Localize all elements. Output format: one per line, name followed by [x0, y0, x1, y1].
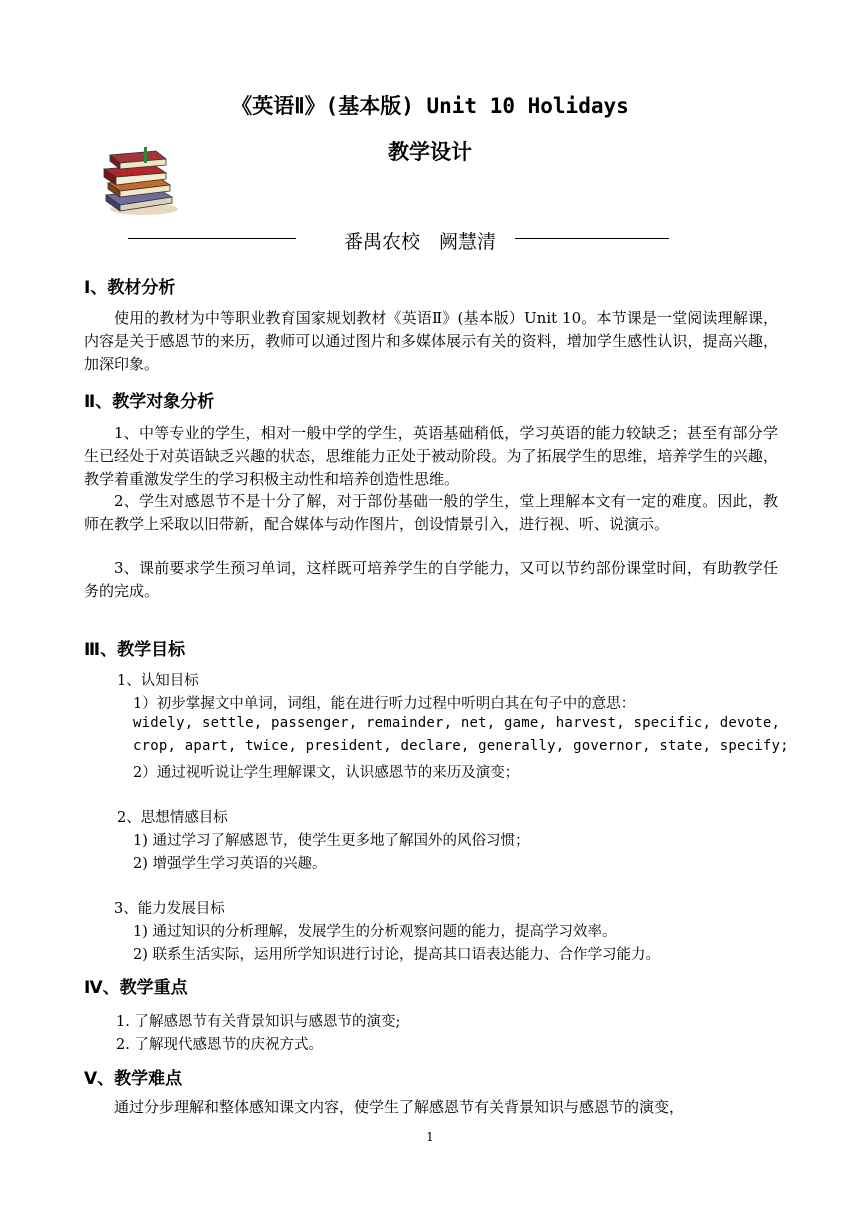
section-heading-students: Ⅱ、教学对象分析 [84, 392, 215, 412]
author-name: 番禺农校 阙慧清 [344, 231, 497, 253]
section-heading-key-points: Ⅳ、教学重点 [84, 978, 188, 998]
page-number: 1 [426, 1130, 434, 1144]
section-heading-difficulties: Ⅴ、教学难点 [84, 1069, 183, 1089]
students-paragraph-3: 3、课前要求学生预习单词，这样既可培养学生的自学能力，又可以节约部份课堂时间，有助教学任务的完成。 [84, 559, 778, 600]
goal-ability-item-2: 2) 联系生活实际，运用所学知识进行讨论，提高其口语表达能力、合作学习能力。 [133, 947, 660, 963]
goal-ability-title: 3、能力发展目标 [114, 901, 225, 917]
goal-emotion-title: 2、思想情感目标 [117, 810, 228, 826]
difficulties-paragraph: 通过分步理解和整体感知课文内容，使学生了解感恩节有关背景知识与感恩节的演变， [114, 1098, 685, 1116]
vocabulary-list-line-1: widely, settle, passenger, remainder, net, game, harvest, specific, devote, [133, 715, 781, 731]
key-point-item-1: 1. 了解感恩节有关背景知识与感恩节的演变; [116, 1014, 401, 1030]
document-subtitle: 教学设计 [388, 140, 472, 164]
author-rule-right [515, 238, 669, 239]
goal-emotion-item-1: 1) 通过学习了解感恩节，使学生更多地了解国外的风俗习惯； [133, 833, 530, 849]
goal-emotion-item-2: 2) 增强学生学习英语的兴趣。 [133, 856, 327, 872]
section-heading-materials: Ⅰ、教材分析 [84, 278, 176, 298]
author-rule-left [128, 238, 296, 239]
vocabulary-list-line-2: crop, apart, twice, president, declare, generally, governor, state, specify; [133, 738, 789, 754]
students-paragraph-1: 1、中等专业的学生，相对一般中学的学生，英语基础稍低，学习英语的能力较缺乏；甚至有部分学生已经处于对英语缺乏兴趣的状态，思维能力正处于被动阶段。为了拓展学生的思维，培养学生的兴趣，教学着重激发学生的学习积极主动性和培养创造性思维。 [84, 424, 778, 488]
books-clipart-icon [100, 145, 182, 217]
goal-cognitive-item-1: 1）初步掌握文中单词，词组，能在进行听力过程中听明白其在句子中的意思： [133, 696, 636, 712]
key-point-item-2: 2. 了解现代感恩节的庆祝方式。 [116, 1037, 323, 1053]
goal-cognitive-item-2: 2）通过视听说让学生理解课文，认识感恩节的来历及演变； [133, 765, 520, 781]
document-title: 《英语Ⅱ》(基本版) Unit 10 Holidays [231, 94, 629, 118]
goal-cognitive-title: 1、认知目标 [117, 673, 199, 689]
section-heading-goals: Ⅲ、教学目标 [84, 640, 186, 660]
students-paragraph-2: 2、学生对感恩节不是十分了解，对于部份基础一般的学生，堂上理解本文有一定的难度。因此，教师在教学上采取以旧带新，配合媒体与动作图片，创设情景引入，进行视、听、说演示。 [84, 492, 778, 533]
goal-ability-item-1: 1) 通过知识的分析理解，发展学生的分析观察问题的能力，提高学习效率。 [133, 924, 617, 940]
section-materials-paragraph: 使用的教材为中等职业教育国家规划教材《英语Ⅱ》(基本版）Unit 10。本节课是一堂阅读理解课，内容是关于感恩节的来历，教师可以通过图片和多媒体展示有关的资料，增加学生感性认识，提高兴趣，加深印象。 [84, 309, 778, 373]
author-line [0, 225, 860, 257]
